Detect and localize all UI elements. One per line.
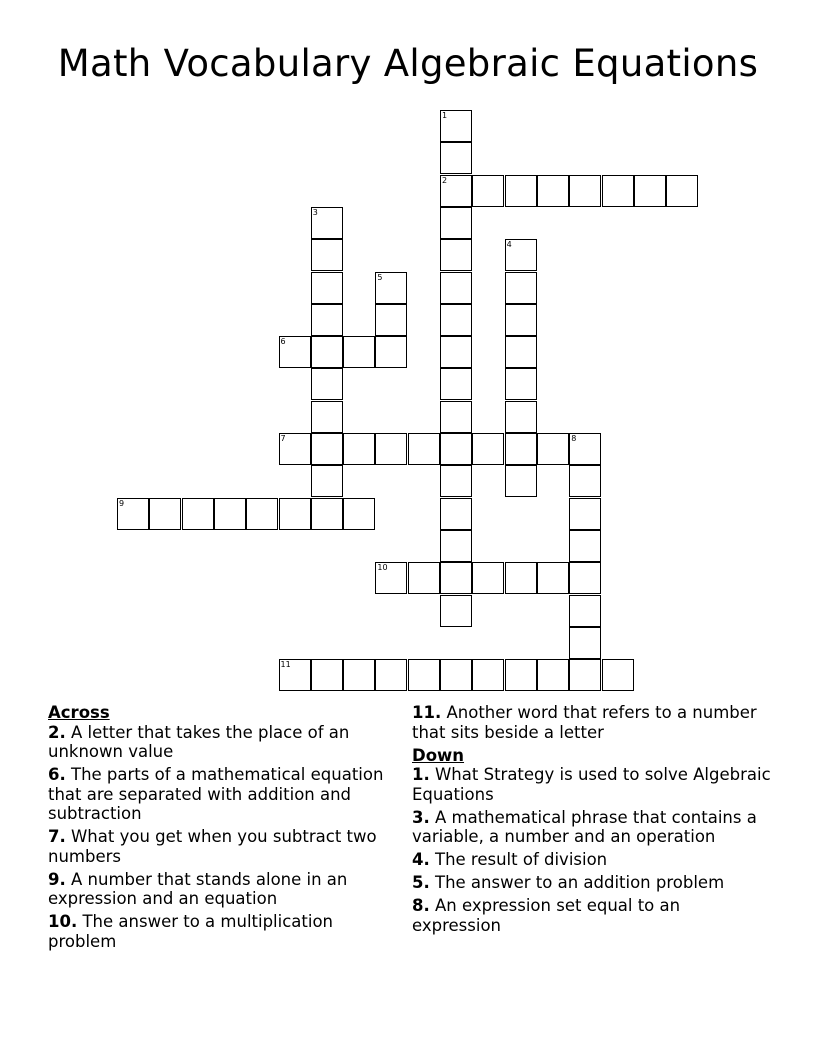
grid-cell[interactable] [440, 207, 472, 239]
clue [412, 808, 772, 847]
grid-cell[interactable] [182, 498, 214, 530]
clue-text: A letter that takes the place of an unknown value [48, 722, 350, 761]
grid-cell[interactable] [569, 595, 601, 627]
clue-number: 11 [280, 660, 291, 670]
grid-cell[interactable] [375, 562, 407, 594]
grid-cell[interactable] [440, 239, 472, 271]
clue-text: A number that stands alone in an expression and an equation [48, 869, 348, 908]
grid-cell[interactable] [505, 175, 537, 207]
grid-cell[interactable] [569, 627, 601, 659]
grid-cell[interactable] [246, 498, 278, 530]
grid-cell[interactable] [408, 659, 440, 691]
grid-cell[interactable] [472, 433, 504, 465]
grid-cell[interactable] [311, 207, 343, 239]
grid-cell[interactable] [343, 336, 375, 368]
grid-cell[interactable] [440, 110, 472, 142]
clue-text: An expression set equal to an expression [412, 896, 681, 935]
grid-cell[interactable] [569, 659, 601, 691]
clue-number-label: 6. [48, 765, 66, 784]
grid-cell[interactable] [149, 498, 181, 530]
across-heading: Across [48, 703, 110, 722]
clue-number: 2 [442, 175, 448, 185]
clue-text: What Strategy is used to solve Algebraic Equations [412, 765, 771, 804]
down-clue-list [412, 765, 772, 935]
clue-text: The result of division [429, 850, 608, 869]
clue [48, 765, 393, 824]
grid-cell[interactable] [440, 336, 472, 368]
clue [412, 850, 772, 870]
grid-cell[interactable] [537, 175, 569, 207]
clue [412, 873, 772, 893]
clue-number: 8 [571, 434, 577, 443]
grid-cell[interactable] [440, 433, 472, 465]
grid-cell[interactable] [440, 304, 472, 336]
clue-number-label: 11. [412, 703, 442, 722]
clue [412, 765, 772, 804]
grid-cell[interactable] [408, 562, 440, 594]
clue-number-label: 4. [412, 850, 430, 869]
grid-cell[interactable] [311, 336, 343, 368]
grid-cell[interactable] [117, 498, 149, 530]
grid-cell[interactable] [440, 498, 472, 530]
grid-cell[interactable] [375, 304, 407, 336]
grid-cell[interactable] [440, 595, 472, 627]
grid-cell[interactable] [440, 272, 472, 304]
grid-cell[interactable] [505, 401, 537, 433]
down-heading: Down [412, 745, 465, 765]
clue-number: 1 [442, 111, 448, 120]
clue-number-label: 2. [48, 722, 66, 742]
clue-number: 6 [280, 337, 286, 347]
clue [48, 723, 393, 762]
grid-cell[interactable] [375, 433, 407, 465]
grid-cell[interactable] [569, 498, 601, 530]
across-clue-list [48, 723, 393, 952]
grid-cell[interactable] [666, 175, 698, 207]
grid-cell[interactable] [505, 239, 537, 271]
clue [48, 912, 393, 951]
grid-cell[interactable] [279, 433, 311, 465]
grid-cell[interactable] [440, 659, 472, 691]
clue-number-label: 5. [412, 873, 430, 892]
clues-left-column [48, 703, 393, 955]
grid-cell[interactable] [569, 465, 601, 497]
grid-cell[interactable] [214, 498, 246, 530]
clue-number-label: 7. [48, 827, 66, 846]
grid-cell[interactable] [343, 433, 375, 465]
clue [48, 870, 393, 909]
grid-cell[interactable] [537, 433, 569, 465]
clue-number: 4 [506, 240, 512, 250]
grid-cell[interactable] [408, 433, 440, 465]
grid-cell[interactable] [537, 562, 569, 594]
grid-cell[interactable] [505, 272, 537, 304]
clues-right-column [412, 703, 772, 939]
grid-cell[interactable] [311, 498, 343, 530]
grid-cell[interactable] [569, 433, 601, 465]
clue [412, 896, 772, 935]
grid-cell[interactable] [505, 562, 537, 594]
grid-cell[interactable] [375, 336, 407, 368]
clue-number-label: 1. [412, 765, 430, 784]
clue-text: A mathematical phrase that contains a variable, a number and an operation [412, 807, 757, 846]
grid-cell[interactable] [440, 562, 472, 594]
grid-cell[interactable] [505, 368, 537, 400]
grid-cell[interactable] [440, 465, 472, 497]
grid-cell[interactable] [440, 530, 472, 562]
clue-text: The answer to an addition problem [429, 873, 725, 892]
grid-cell[interactable] [311, 239, 343, 271]
grid-cell[interactable] [311, 304, 343, 336]
grid-cell[interactable] [311, 433, 343, 465]
clue-number-label: 3. [412, 807, 430, 827]
grid-cell[interactable] [569, 562, 601, 594]
grid-cell[interactable] [440, 401, 472, 433]
grid-cell[interactable] [375, 659, 407, 691]
clue-text: What you get when you subtract two numbers [48, 827, 377, 866]
grid-cell[interactable] [343, 659, 375, 691]
grid-cell[interactable] [602, 659, 634, 691]
clue-number: 9 [119, 498, 125, 508]
grid-cell[interactable] [472, 659, 504, 691]
grid-cell[interactable] [505, 659, 537, 691]
grid-cell[interactable] [440, 142, 472, 174]
clue-number-label: 10. [48, 912, 78, 931]
grid-cell[interactable] [311, 659, 343, 691]
clue [412, 703, 772, 742]
grid-cell[interactable] [311, 401, 343, 433]
clue-number-label: 8. [412, 896, 430, 915]
grid-cell[interactable] [440, 175, 472, 207]
grid-cell[interactable] [505, 336, 537, 368]
grid-cell[interactable] [311, 272, 343, 304]
grid-cell[interactable] [505, 433, 537, 465]
clue-number: 10 [377, 563, 388, 573]
grid-cell[interactable] [505, 304, 537, 336]
grid-cell[interactable] [472, 562, 504, 594]
page-title: Math Vocabulary Algebraic Equations [57, 42, 759, 85]
grid-cell[interactable] [279, 336, 311, 368]
grid-cell[interactable] [343, 498, 375, 530]
across-clue-list-continued [412, 703, 772, 742]
clue-text: Another word that refers to a number that sits beside a letter [412, 703, 757, 742]
grid-cell[interactable] [602, 175, 634, 207]
grid-cell[interactable] [537, 659, 569, 691]
grid-cell[interactable] [375, 272, 407, 304]
grid-cell[interactable] [634, 175, 666, 207]
grid-cell[interactable] [505, 465, 537, 497]
grid-cell[interactable] [311, 368, 343, 400]
grid-cell[interactable] [440, 368, 472, 400]
grid-cell[interactable] [279, 498, 311, 530]
clue-text: The answer to a multiplication problem [48, 912, 334, 951]
clue [48, 827, 393, 866]
clue-number: 3 [312, 207, 318, 217]
grid-cell[interactable] [569, 530, 601, 562]
grid-cell[interactable] [311, 465, 343, 497]
clue-number-label: 9. [48, 869, 66, 889]
grid-cell[interactable] [472, 175, 504, 207]
clue-number: 7 [280, 434, 286, 443]
grid-cell[interactable] [569, 175, 601, 207]
clue-text: The parts of a mathematical equation that are separated with addition and subtraction [48, 765, 384, 823]
clue-number: 5 [377, 272, 383, 282]
grid-cell[interactable] [279, 659, 311, 691]
